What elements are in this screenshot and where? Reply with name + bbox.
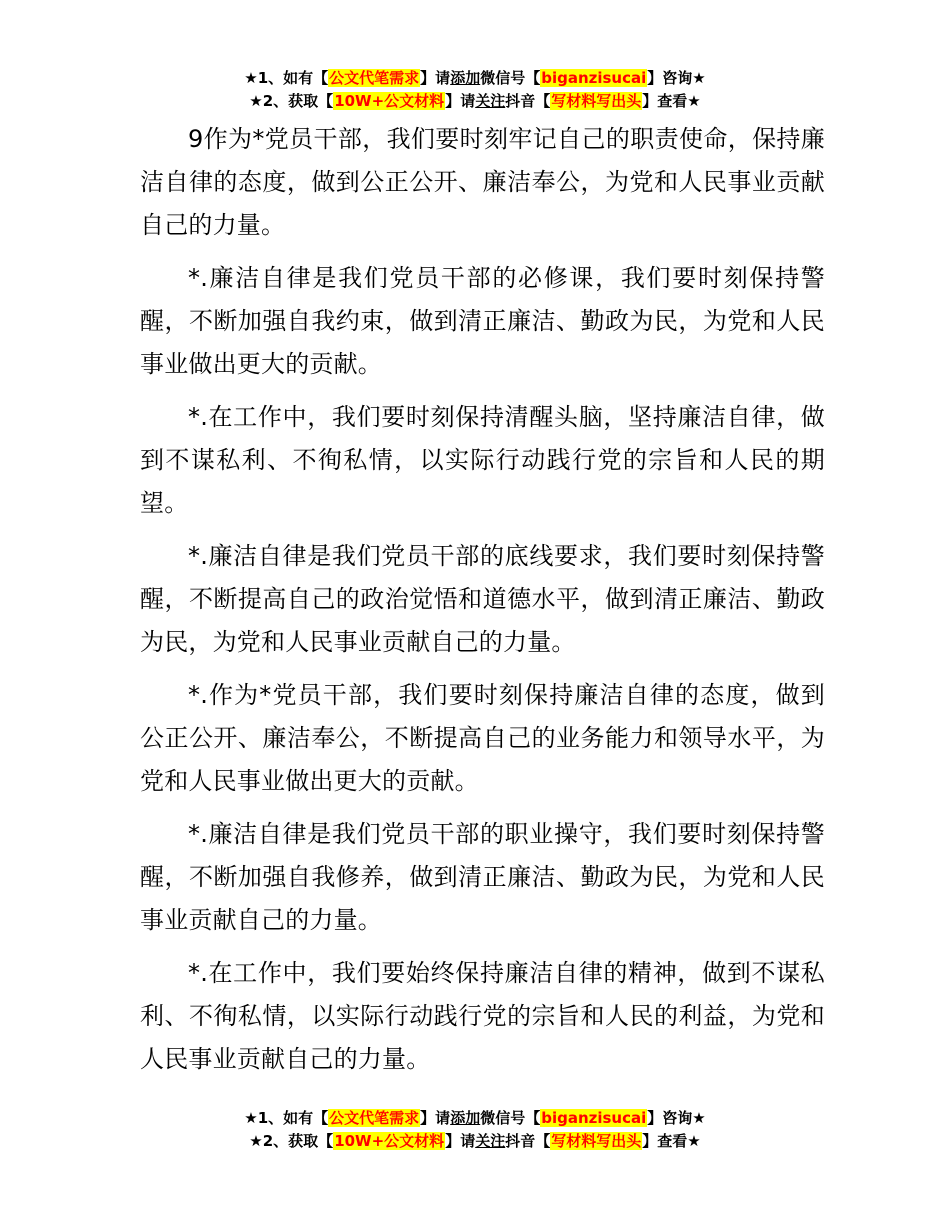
banner-text: 抖音【 bbox=[505, 1132, 551, 1150]
banner-text: ★1、如有【 bbox=[244, 69, 329, 87]
document-body bbox=[140, 118, 825, 1091]
banner-text: 抖音【 bbox=[505, 92, 551, 110]
highlight-douyin-id: 写材料写出头 bbox=[551, 1132, 642, 1150]
paragraph: *.廉洁自律是我们党员干部的职业操守，我们要时刻保持警醒，不断加强自我修养，做到清正廉洁、勤政为民，为党和人民事业贡献自己的力量。 bbox=[140, 820, 825, 934]
highlight-materials: 10W+公文材料 bbox=[334, 92, 445, 110]
banner-line-1 bbox=[0, 1107, 950, 1130]
banner-text: 】请 bbox=[420, 1109, 451, 1127]
banner-emphasis: 添加 bbox=[450, 69, 481, 87]
banner-text: 】查看★ bbox=[642, 92, 701, 110]
paragraph: *.廉洁自律是我们党员干部的必修课，我们要时刻保持警醒，不断加强自我约束，做到清正廉洁、勤政为民，为党和人民事业做出更大的贡献。 bbox=[140, 264, 825, 378]
banner-text: 】请 bbox=[445, 1132, 476, 1150]
highlight-materials: 10W+公文材料 bbox=[334, 1132, 445, 1150]
banner-emphasis: 添加 bbox=[450, 1109, 481, 1127]
banner-text: ★1、如有【 bbox=[244, 1109, 329, 1127]
highlight-wechat-id: biganzisucai bbox=[541, 69, 647, 87]
footer-banner bbox=[0, 1107, 950, 1153]
banner-line-2 bbox=[0, 1130, 950, 1153]
paragraph: *.作为*党员干部，我们要时刻保持廉洁自律的态度，做到公正公开、廉洁奉公，不断提高自己的业务能力和领导水平，为党和人民事业做出更大的贡献。 bbox=[140, 681, 825, 795]
banner-text: ★2、获取【 bbox=[249, 1132, 334, 1150]
highlight-wechat-id: biganzisucai bbox=[541, 1109, 647, 1127]
highlight-douyin-id: 写材料写出头 bbox=[551, 92, 642, 110]
banner-text: 】请 bbox=[445, 92, 476, 110]
paragraph: *.在工作中，我们要时刻保持清醒头脑，坚持廉洁自律，做到不谋私利、不徇私情，以实际行动践行党的宗旨和人民的期望。 bbox=[140, 403, 825, 517]
banner-emphasis: 关注 bbox=[475, 1132, 506, 1150]
banner-text: 】咨询★ bbox=[647, 69, 706, 87]
highlight-service: 公文代笔需求 bbox=[329, 1109, 420, 1127]
paragraph: *.廉洁自律是我们党员干部的底线要求，我们要时刻保持警醒，不断提高自己的政治觉悟和道德水平，做到清正廉洁、勤政为民，为党和人民事业贡献自己的力量。 bbox=[140, 542, 825, 656]
banner-line-1 bbox=[0, 67, 950, 90]
paragraph: 9作为*党员干部，我们要时刻牢记自己的职责使命，保持廉洁自律的态度，做到公正公开、廉洁奉公，为党和人民事业贡献自己的力量。 bbox=[140, 125, 825, 239]
banner-text: 微信号【 bbox=[480, 1109, 541, 1127]
header-banner bbox=[0, 67, 950, 113]
banner-emphasis: 关注 bbox=[475, 92, 506, 110]
banner-line-2 bbox=[0, 90, 950, 113]
banner-text: 】咨询★ bbox=[647, 1109, 706, 1127]
highlight-service: 公文代笔需求 bbox=[329, 69, 420, 87]
paragraph: *.在工作中，我们要始终保持廉洁自律的精神，做到不谋私利、不徇私情，以实际行动践行党的宗旨和人民的利益，为党和人民事业贡献自己的力量。 bbox=[140, 959, 825, 1073]
banner-text: 】查看★ bbox=[642, 1132, 701, 1150]
banner-text: 】请 bbox=[420, 69, 451, 87]
banner-text: ★2、获取【 bbox=[249, 92, 334, 110]
banner-text: 微信号【 bbox=[480, 69, 541, 87]
